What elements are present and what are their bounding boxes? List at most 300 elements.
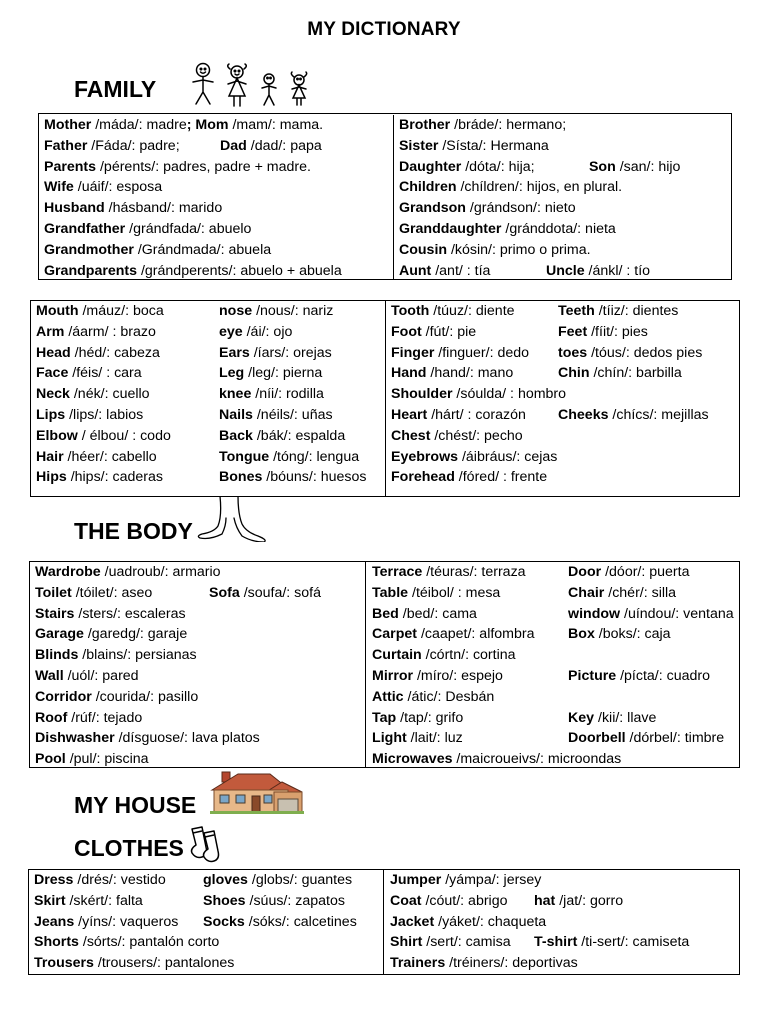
vocab-row (399, 240, 731, 261)
vocab-row (34, 870, 383, 891)
vocab-translation: /chér/: silla (604, 584, 677, 601)
vocab-entry (219, 322, 292, 343)
vocab-entry (44, 200, 222, 216)
vocab-translation: /san/: hijo (615, 158, 681, 175)
vocab-entry (203, 891, 345, 912)
vocab-word: Jeans (34, 913, 75, 930)
vocab-entry (399, 117, 566, 133)
body-column-left (31, 301, 386, 496)
clothes-column-left (29, 870, 384, 974)
vocab-row (34, 891, 383, 912)
vocab-entry (36, 386, 150, 402)
vocab-translation: /grándperents/: abuelo + abuela (137, 262, 342, 279)
vocab-translation: /chést/: pecho (430, 427, 523, 444)
vocab-entry (219, 405, 333, 426)
vocab-word: Mirror (372, 667, 414, 684)
vocab-entry (36, 407, 143, 423)
vocab-word: Chest (391, 427, 431, 444)
vocab-entry (44, 263, 342, 279)
vocab-entry (34, 934, 219, 950)
vocab-entry (390, 893, 508, 909)
vocab-entry (391, 407, 526, 423)
vocab-entry (399, 138, 549, 154)
vocab-word: Son (588, 158, 616, 175)
vocab-word: Shorts (34, 934, 79, 951)
vocab-translation: /uól/: pared (63, 667, 139, 684)
vocab-entry (372, 730, 463, 746)
vocab-word: Wall (35, 667, 64, 684)
vocab-row (35, 604, 365, 625)
vocab-word: Tooth (391, 303, 430, 319)
family-column-left (39, 115, 394, 279)
vocab-word: Carpet (372, 626, 417, 643)
family-vocab-table (38, 113, 732, 280)
vocab-translation: /uadroub/: armario (100, 564, 221, 580)
vocab-entry (372, 668, 503, 684)
vocab-row (35, 666, 365, 687)
vocab-entry (372, 626, 534, 642)
vocab-word: Dress (34, 872, 74, 888)
vocab-entry (534, 891, 623, 912)
vocab-row (391, 447, 739, 468)
vocab-translation: /tóng/: lengua (269, 448, 360, 465)
heading-clothes: CLOTHES (74, 835, 184, 861)
vocab-word: Feet (558, 323, 588, 340)
vocab-row (35, 708, 365, 729)
vocab-word: Tongue (219, 448, 270, 465)
vocab-word: Pool (35, 751, 66, 767)
vocab-entry (35, 668, 139, 684)
vocab-word: Table (372, 584, 409, 601)
vocab-translation: /tíiz/: dientes (594, 303, 679, 319)
vocab-word: Elbow (36, 427, 78, 444)
vocab-translation: /grándfada/: abuelo (125, 220, 252, 237)
vocab-word: Parents (44, 158, 97, 175)
vocab-word: gloves (203, 872, 248, 888)
vocab-word: Cheeks (558, 406, 609, 423)
vocab-entry (391, 386, 566, 402)
vocab-translation: /ti-sert/: camiseta (577, 934, 690, 951)
vocab-translation: /fóred/ : frente (454, 469, 548, 486)
vocab-translation: /bóuns/: huesos (262, 469, 367, 486)
vocab-entry (219, 447, 359, 468)
vocab-entry (391, 303, 515, 319)
vocab-word: Grandfather (44, 220, 126, 237)
vocab-word: Garage (35, 626, 84, 643)
vocab-row (399, 157, 731, 178)
vocab-translation: /dísguose/: lava platos (114, 730, 260, 747)
vocab-translation: /fíit/: pies (587, 323, 648, 340)
vocab-word: Trousers (34, 955, 94, 972)
vocab-word: Uncle (545, 262, 585, 279)
vocab-entry (390, 934, 511, 950)
vocab-row (372, 583, 739, 604)
vocab-word: Terrace (372, 564, 423, 580)
family-figures-icon (185, 62, 320, 110)
vocab-word: toes (558, 344, 588, 361)
vocab-entry (568, 583, 676, 604)
vocab-translation: /uáif/: esposa (73, 179, 163, 196)
vocab-entry (203, 870, 352, 891)
vocab-row (391, 363, 739, 384)
vocab-entry (187, 117, 323, 133)
body-legs-icon (192, 496, 272, 542)
vocab-entry (219, 384, 324, 405)
vocab-word: Coat (390, 892, 422, 909)
heading-house: MY HOUSE (74, 792, 197, 818)
vocab-row (391, 301, 739, 322)
vocab-translation: /héd/: cabeza (70, 344, 160, 361)
vocab-entry (391, 365, 513, 381)
vocab-translation: /skért/: falta (65, 892, 143, 909)
vocab-entry (44, 242, 271, 258)
vocab-word: Jumper (390, 872, 442, 888)
vocab-translation: /soufa/: sofá (239, 584, 321, 601)
vocab-row (372, 708, 739, 729)
vocab-translation: /bráde/: hermano; (450, 117, 567, 133)
vocab-translation: /jat/: gorro (555, 892, 624, 909)
vocab-translation: /nous/: nariz (252, 303, 334, 319)
vocab-row (391, 343, 739, 364)
vocab-translation: /sórts/: pantalón corto (78, 934, 220, 951)
vocab-entry (219, 363, 322, 384)
vocab-word: Bed (372, 605, 399, 622)
vocab-translation: /áarm/ : brazo (64, 323, 156, 340)
vocab-entry (534, 932, 689, 953)
vocab-word: Grandparents (44, 262, 138, 279)
vocab-word: Shirt (390, 934, 423, 951)
vocab-row (44, 240, 393, 261)
vocab-translation: /bák/: espalda (252, 427, 346, 444)
vocab-word: Nails (219, 406, 253, 423)
vocab-row (44, 177, 393, 198)
vocab-entry (219, 343, 332, 364)
vocab-entry (391, 324, 476, 340)
vocab-word: Skirt (34, 892, 66, 909)
vocab-word: Foot (391, 323, 422, 340)
vocab-translation: /mam/: mama. (228, 117, 324, 133)
vocab-translation: /hips/: caderas (66, 469, 163, 486)
vocab-translation: /uíndou/: ventana (620, 605, 734, 622)
vocab-word: hat (534, 892, 556, 909)
vocab-row (35, 562, 365, 583)
vocab-translation: /féis/ : cara (68, 365, 142, 382)
vocab-translation: /dóor/: puerta (601, 564, 690, 580)
vocab-entry (568, 708, 656, 729)
vocab-translation: /gránddota/: nieta (501, 220, 616, 237)
vocab-entry (36, 428, 171, 444)
vocab-row (399, 177, 731, 198)
vocab-entry (219, 467, 366, 488)
vocab-entry (391, 345, 529, 361)
vocab-translation: /Grándmada/: abuela (133, 241, 272, 258)
vocab-translation: /córtn/: cortina (421, 647, 516, 664)
vocab-entry (399, 242, 591, 258)
vocab-entry (36, 449, 157, 465)
vocab-word: Hand (391, 365, 427, 382)
vocab-entry (35, 647, 197, 663)
vocab-word: Back (219, 427, 253, 444)
vocab-translation: /áibráus/: cejas (458, 448, 558, 465)
vocab-entry (568, 666, 710, 687)
vocab-translation: /dóta/: hija; (461, 158, 535, 175)
clothes-vocab-table (28, 869, 740, 975)
vocab-word: Mother (44, 117, 92, 133)
vocab-entry (558, 363, 682, 384)
vocab-translation: /garedg/: garaje (83, 626, 188, 643)
vocab-row (399, 115, 731, 136)
heading-family: FAMILY (74, 76, 157, 102)
vocab-row (372, 624, 739, 645)
vocab-word: Leg (219, 365, 245, 382)
vocab-word: Grandson (398, 200, 466, 217)
vocab-translation: /cóut/: abrigo (421, 892, 508, 909)
vocab-row (36, 405, 385, 426)
vocab-word: Forehead (391, 469, 455, 486)
vocab-word: Picture (568, 667, 617, 684)
vocab-row (372, 687, 739, 708)
vocab-translation: /rúf/: tejado (67, 709, 143, 726)
vocab-translation: /ant/ : tía (431, 262, 491, 279)
vocab-translation: /chín/: barbilla (589, 365, 682, 382)
house-column-right (366, 562, 739, 767)
vocab-row (35, 749, 365, 767)
vocab-row (44, 157, 393, 178)
vocab-entry (219, 301, 333, 322)
vocab-word: Ears (219, 344, 250, 361)
vocab-entry (391, 428, 523, 444)
vocab-row (390, 891, 739, 912)
body-column-right (386, 301, 739, 496)
vocab-word: Grandmother (44, 241, 134, 258)
vocab-entry (391, 469, 547, 485)
vocab-translation: /grándson/: nieto (465, 200, 576, 217)
vocab-entry (568, 624, 671, 645)
vocab-row (372, 562, 739, 583)
socks-icon (186, 825, 226, 865)
vocab-translation: /ái/: ojo (242, 323, 293, 340)
vocab-entry (558, 405, 709, 426)
vocab-row (44, 115, 393, 136)
vocab-word: Hair (36, 448, 64, 465)
vocab-entry (372, 564, 526, 580)
vocab-word: Father (44, 137, 88, 154)
vocab-translation: /pérents/: padres, padre + madre. (96, 158, 311, 175)
vocab-row (36, 301, 385, 322)
vocab-translation: /chícs/: mejillas (608, 406, 709, 423)
vocab-word: Door (568, 564, 602, 580)
vocab-entry (546, 261, 650, 279)
vocab-entry (36, 469, 163, 485)
vocab-row (390, 932, 739, 953)
vocab-entry (44, 138, 180, 154)
house-vocab-table (29, 561, 740, 768)
vocab-row (36, 363, 385, 384)
vocab-entry (372, 585, 500, 601)
vocab-row (372, 728, 739, 749)
vocab-translation: /nék/: cuello (69, 386, 150, 403)
vocab-word: Granddaughter (398, 220, 502, 237)
vocab-translation: /níi/: rodilla (251, 386, 324, 403)
vocab-entry (209, 583, 321, 604)
vocab-row (36, 467, 385, 488)
vocab-word: Face (36, 365, 69, 382)
vocab-translation: /trousers/: pantalones (93, 955, 235, 972)
vocab-row (35, 687, 365, 708)
vocab-translation: /túuz/: diente (429, 303, 515, 319)
vocab-translation: /sóks/: calcetines (244, 913, 357, 930)
vocab-translation: /téibol/ : mesa (408, 584, 501, 601)
vocab-entry (372, 647, 516, 663)
vocab-entry (36, 324, 156, 340)
vocab-entry (220, 136, 322, 157)
vocab-translation: /boks/: caja (594, 626, 671, 643)
vocab-entry (390, 955, 578, 971)
vocab-translation: /hárt/ : corazón (427, 406, 526, 423)
vocab-row (36, 447, 385, 468)
vocab-translation: /ánkl/ : tío (584, 262, 651, 279)
vocab-translation: /leg/: pierna (244, 365, 323, 382)
vocab-word: Sister (398, 137, 439, 154)
vocab-word: Dishwasher (35, 730, 115, 747)
vocab-word: Neck (36, 386, 70, 403)
vocab-translation: /dad/: papa (246, 137, 322, 154)
vocab-translation: /chíldren/: hijos, en plural. (456, 179, 623, 196)
vocab-word: Doorbell (568, 730, 626, 747)
vocab-translation: /átic/: Desbán (403, 688, 495, 705)
vocab-row (35, 624, 365, 645)
vocab-translation: /Sísta/: Hermana (438, 137, 549, 154)
vocab-translation: /sert/: camisa (422, 934, 511, 951)
vocab-translation: /míro/: espejo (413, 667, 503, 684)
vocab-entry (35, 585, 152, 601)
vocab-entry (558, 343, 702, 364)
vocab-translation: /caapet/: alfombra (417, 626, 535, 643)
vocab-row (34, 912, 383, 933)
family-column-right (394, 115, 731, 279)
vocab-word: Box (568, 626, 595, 643)
vocab-entry (35, 689, 198, 705)
page-title: MY DICTIONARY (307, 19, 461, 40)
vocab-entry (399, 200, 576, 216)
vocab-entry (36, 365, 142, 381)
vocab-row (372, 749, 739, 767)
vocab-entry (44, 117, 187, 133)
vocab-entry (391, 449, 557, 465)
vocab-word: Tap (372, 709, 397, 726)
vocab-word: Finger (391, 344, 435, 361)
vocab-translation: / élbou/ : codo (77, 427, 171, 444)
vocab-word: Eyebrows (391, 448, 459, 465)
vocab-word: window (568, 605, 621, 622)
vocab-entry (36, 303, 164, 319)
vocab-word: Wardrobe (35, 564, 101, 580)
vocab-word: eye (219, 323, 243, 340)
vocab-row (36, 343, 385, 364)
vocab-entry (399, 179, 622, 195)
vocab-translation: /sóulda/ : hombro (452, 386, 567, 403)
vocab-translation: /bed/: cama (398, 605, 477, 622)
vocab-entry (399, 159, 535, 175)
vocab-translation: /hand/: mano (426, 365, 514, 382)
vocab-row (390, 870, 739, 891)
vocab-word: Heart (391, 406, 428, 423)
vocab-entry (390, 872, 541, 888)
vocab-entry (34, 914, 178, 930)
vocab-entry (44, 179, 162, 195)
vocab-entry (219, 426, 345, 447)
vocab-translation: /máuz/: boca (78, 303, 164, 319)
vocab-word: Sofa (209, 584, 240, 601)
vocab-translation: /maicroueivs/: microondas (452, 751, 622, 767)
vocab-entry (372, 689, 494, 705)
vocab-word: knee (219, 386, 252, 403)
vocab-entry (35, 730, 260, 746)
vocab-translation: /hásband/: marido (104, 200, 223, 217)
vocab-row (390, 912, 739, 933)
vocab-entry (372, 751, 621, 767)
vocab-translation: /íars/: orejas (249, 344, 332, 361)
vocab-row (391, 384, 739, 405)
vocab-row (399, 136, 731, 157)
vocab-entry (558, 322, 648, 343)
vocab-word: Light (372, 730, 407, 747)
vocab-translation: /lait/: luz (406, 730, 463, 747)
vocab-word: Key (568, 709, 595, 726)
vocab-word: Lips (36, 406, 66, 423)
vocab-word: Teeth (558, 303, 595, 319)
vocab-translation: /pícta/: cuadro (616, 667, 711, 684)
vocab-word: Microwaves (372, 751, 453, 767)
vocab-row (35, 645, 365, 666)
vocab-word: Shoes (203, 892, 246, 909)
vocab-entry (390, 914, 546, 930)
vocab-row (36, 384, 385, 405)
vocab-word: Hips (36, 469, 67, 486)
vocab-word: Daughter (398, 158, 462, 175)
vocab-word: Shoulder (391, 386, 453, 403)
vocab-word: Husband (44, 200, 105, 217)
vocab-entry (35, 606, 186, 622)
vocab-word: Head (36, 344, 71, 361)
vocab-row (44, 219, 393, 240)
vocab-translation: /dórbel/: timbre (625, 730, 725, 747)
vocab-row (34, 932, 383, 953)
vocab-row (44, 198, 393, 219)
vocab-word: Jacket (390, 913, 435, 930)
vocab-translation: /lips/: labios (65, 406, 144, 423)
vocab-word: T-shirt (534, 934, 578, 951)
house-icon (208, 768, 304, 814)
vocab-entry (35, 626, 187, 642)
vocab-word: ; Mom (186, 117, 229, 133)
vocab-translation: /Fáda/: padre; (87, 137, 180, 154)
vocab-translation: /sters/: escaleras (74, 605, 186, 622)
vocab-translation: /tréiners/: deportivas (445, 955, 578, 972)
vocab-row (36, 322, 385, 343)
heading-body: THE BODY (74, 518, 193, 544)
vocab-word: Toilet (35, 584, 72, 601)
vocab-translation: /tap/: grifo (396, 709, 464, 726)
vocab-translation: /yámpa/: jersey (441, 872, 542, 888)
vocab-word: Wife (44, 179, 74, 196)
vocab-word: Attic (372, 688, 404, 705)
vocab-entry (568, 604, 734, 625)
vocab-row (35, 728, 365, 749)
house-column-left (30, 562, 366, 767)
vocab-entry (568, 728, 724, 749)
vocab-entry (36, 345, 160, 361)
